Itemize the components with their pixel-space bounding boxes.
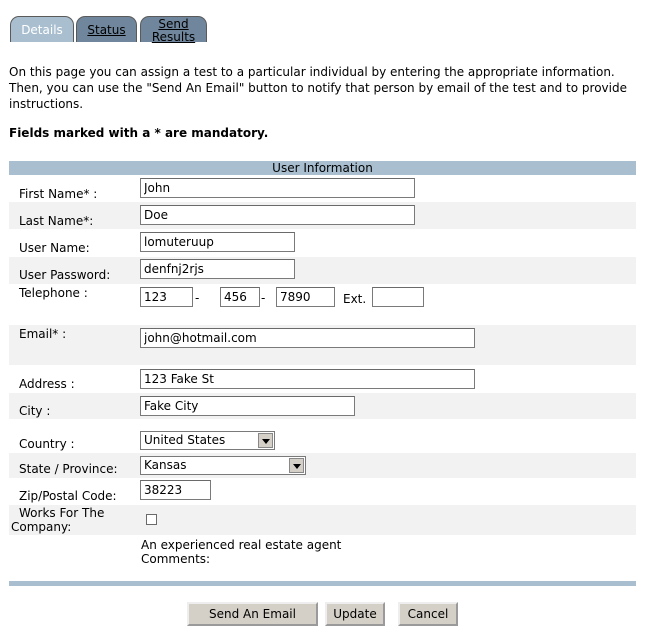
chevron-down-icon[interactable] bbox=[289, 458, 304, 473]
city-input[interactable] bbox=[140, 396, 355, 416]
mandatory-note: Fields marked with a * are mandatory. bbox=[9, 126, 269, 140]
address-input[interactable] bbox=[140, 369, 475, 389]
country-select-value: United States bbox=[144, 433, 226, 447]
state-select-value: Kansas bbox=[144, 458, 187, 472]
first-name-label: First Name* : bbox=[19, 187, 98, 201]
works-for-company-label: Works For The bbox=[19, 506, 105, 520]
works-for-company-label-line2: Company: bbox=[11, 520, 72, 534]
tab-send-results-line1: Send bbox=[158, 17, 189, 31]
works-for-company-checkbox[interactable] bbox=[146, 514, 157, 525]
user-information-form bbox=[9, 161, 636, 586]
comments-label: Comments: bbox=[141, 552, 211, 566]
country-select[interactable] bbox=[140, 431, 275, 450]
last-name-input[interactable] bbox=[140, 205, 415, 225]
tab-send-results-line2: Results bbox=[151, 30, 196, 44]
tab-details[interactable]: Details bbox=[10, 16, 74, 42]
phone-area-input[interactable] bbox=[140, 287, 193, 307]
tab-send-results[interactable] bbox=[140, 16, 207, 42]
city-label: City : bbox=[19, 404, 51, 418]
email-label: Email* : bbox=[19, 327, 67, 341]
state-select[interactable] bbox=[140, 456, 306, 475]
first-name-input[interactable] bbox=[140, 178, 415, 198]
phone-ext-label: Ext. bbox=[343, 292, 367, 306]
user-password-label: User Password: bbox=[19, 268, 111, 282]
email-input[interactable] bbox=[140, 328, 475, 348]
telephone-label: Telephone : bbox=[19, 286, 88, 300]
intro-text: On this page you can assign a test to a particular individual by entering the appropriate information. Then, you can use the "Send An Email" button to notify that person by email of the test and to provide instructions. bbox=[9, 65, 627, 111]
phone-ext-input[interactable] bbox=[372, 287, 424, 307]
state-label: State / Province: bbox=[19, 462, 118, 476]
last-name-label: Last Name*: bbox=[19, 214, 94, 228]
cancel-button[interactable]: Cancel bbox=[398, 602, 458, 626]
user-password-input[interactable] bbox=[140, 259, 295, 279]
zip-label: Zip/Postal Code: bbox=[19, 489, 117, 503]
tab-status[interactable]: Status bbox=[76, 16, 137, 42]
comments-value: An experienced real estate agent bbox=[141, 538, 342, 552]
phone-dash: - bbox=[261, 291, 266, 305]
phone-prefix-input[interactable] bbox=[220, 287, 260, 307]
phone-line-input[interactable] bbox=[276, 287, 335, 307]
zip-input[interactable] bbox=[140, 480, 211, 500]
address-label: Address : bbox=[19, 377, 75, 391]
section-header: User Information bbox=[9, 161, 636, 175]
send-email-button[interactable]: Send An Email bbox=[187, 602, 318, 626]
country-label: Country : bbox=[19, 437, 75, 451]
update-button[interactable]: Update bbox=[325, 602, 385, 626]
chevron-down-icon[interactable] bbox=[258, 433, 273, 448]
user-name-label: User Name: bbox=[19, 241, 90, 255]
user-name-input[interactable] bbox=[140, 232, 295, 252]
form-bottom-bar bbox=[9, 581, 636, 586]
phone-dash: - bbox=[195, 291, 200, 305]
